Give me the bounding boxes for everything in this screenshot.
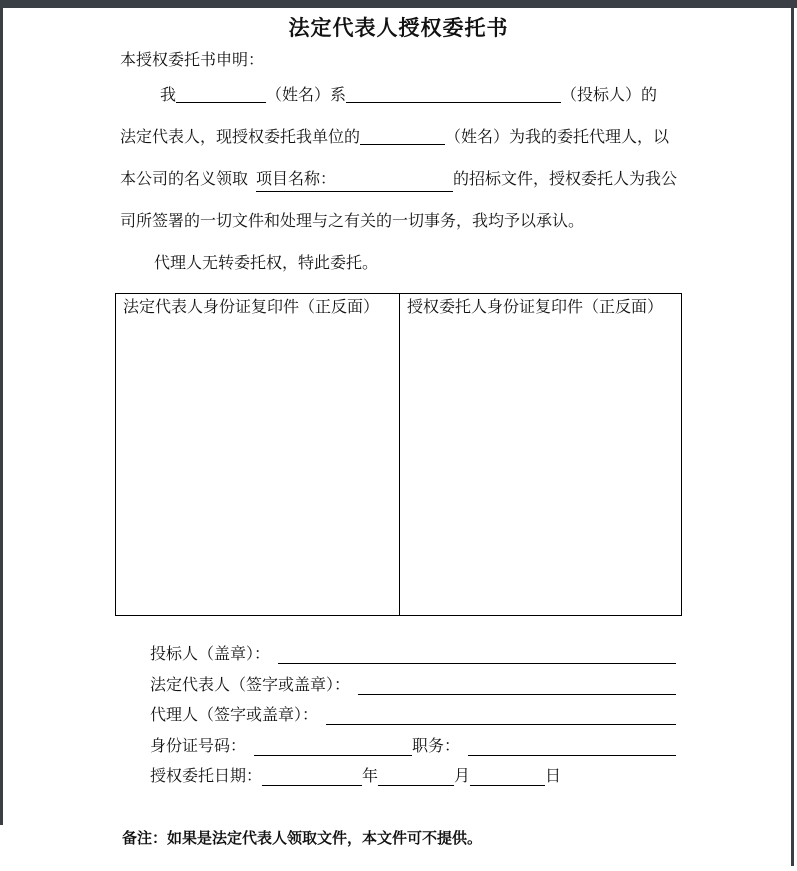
blank-line-id-number: [254, 740, 412, 756]
para-text: （姓名）为我的委托代理人，以: [445, 129, 670, 146]
para-text: （姓名）系: [266, 87, 347, 104]
signature-row-agent: [150, 705, 676, 725]
signature-row-legal-rep: [150, 675, 676, 695]
signature-row-id-position: [150, 736, 676, 756]
para-text: （投标人）的: [561, 87, 658, 104]
day-label: 日: [545, 768, 562, 785]
blank-line-year: [262, 770, 362, 786]
para-text: 代理人无转委托权，特此委托。: [154, 255, 379, 272]
blank-line-agent-name: [360, 131, 445, 145]
blank-line-day: [470, 770, 545, 786]
para-line-3: [120, 170, 677, 192]
month-label: 月: [454, 768, 471, 785]
para-line-4: [120, 212, 584, 232]
authorization-date-label: 授权委托日期：: [150, 768, 263, 785]
page-left-edge: [0, 8, 3, 825]
id-number-label: 身份证号码：: [150, 737, 247, 755]
page-right-edge: [791, 8, 794, 866]
id-copy-table: [115, 293, 682, 616]
signature-row-date: [150, 766, 676, 786]
position-label: 职务：: [412, 737, 461, 755]
para-text: 法定代表人，现授权委托我单位的: [120, 129, 361, 146]
signature-block: [150, 644, 676, 797]
signature-row-bidder: [150, 644, 676, 664]
blank-line-legal-rep-sign: [358, 679, 676, 695]
bidder-seal-label: 投标人（盖章）：: [150, 646, 271, 663]
para-line-5: [120, 254, 378, 274]
year-label: 年: [362, 768, 379, 785]
para-line-2: [120, 128, 669, 148]
blank-line-name: [176, 89, 266, 103]
project-name-underlined: [256, 170, 453, 192]
blank-line-agent-sign: [326, 709, 676, 725]
agent-sign-label: 代理人（签字或盖章）：: [150, 707, 319, 724]
table-cell-header: 授权委托人身份证复印件（正反面）: [407, 299, 664, 316]
para-text: 的招标文件，授权委托人为我公: [453, 171, 678, 188]
legal-rep-sign-label: 法定代表人（签字或盖章）：: [150, 676, 351, 694]
blank-line-position: [468, 740, 676, 756]
para-text: 项目名称：: [256, 171, 337, 188]
page-title: 法定代表人授权委托书: [288, 16, 509, 40]
table-cell-legal-rep-id: [116, 294, 400, 615]
blank-line-bidder-seal: [278, 648, 676, 664]
blank-line-month: [378, 770, 454, 786]
para-text: 司所签署的一切文件和处理与之有关的一切事务，我均予以承认。: [120, 213, 585, 230]
blank-line-bidder: [346, 89, 561, 103]
para-line-1: [120, 86, 657, 106]
table-cell-header: 法定代表人身份证复印件（正反面）: [123, 299, 380, 316]
note-text: 备注：如果是法定代表人领取文件，本文件可不提供。: [122, 831, 483, 847]
declaration-text: 本授权委托书申明：: [120, 52, 265, 69]
para-text: 我: [160, 87, 177, 104]
page-top-edge: [0, 0, 797, 8]
table-cell-agent-id: [400, 294, 681, 615]
para-text: 本公司的名义领取: [120, 171, 249, 188]
